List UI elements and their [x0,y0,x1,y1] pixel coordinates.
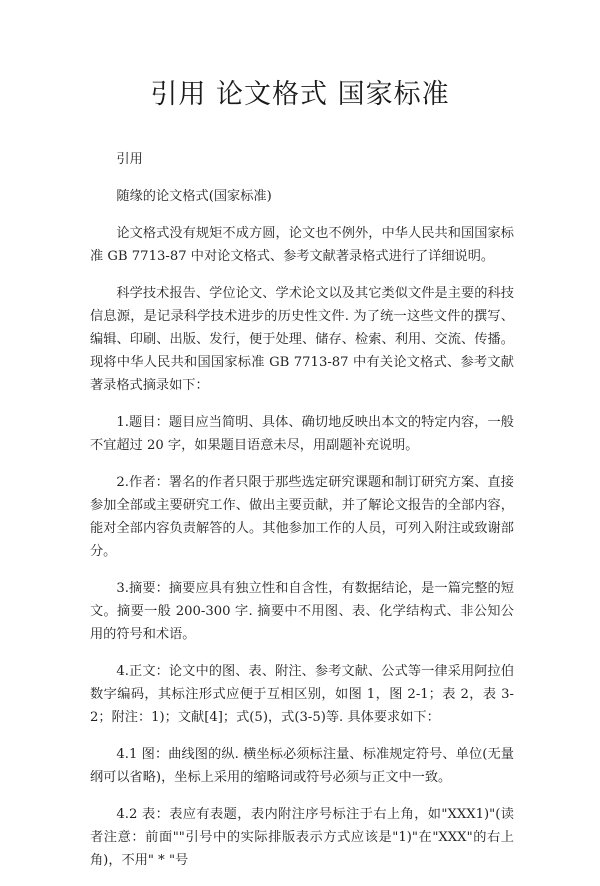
paragraph-title-rule: 1.题目：题目应当简明、具体、确切地反映出本文的特定内容，一般不宜超过 20 字，如果题目语意未尽，用副题补充说明。 [90,415,514,453]
document-title: 引用 论文格式 国家标准 [150,79,450,110]
paragraph-figure-rule: 4.1 图：曲线图的纵. 横坐标必须标注量、标准规定符号、单位(无量纲可以省略)，坐标上采用的缩略词或符号必须与正文中一致。 [90,747,514,785]
paragraph-citation-label: 引用 [116,152,143,167]
paragraph-background: 科学技术报告、学位论文、学术论文以及其它类似文件是主要的科技信息源，是记录科学技术进步的历史性文件. 为了统一这些文件的撰写、编辑、印刷、出版、发行，便于处理、储存、检索、利用、交流、传播。现将中华人民共和国国家标准 GB 7713-87 中有关论文格式、参考文献著录格式摘录如下： [90,286,514,393]
document-body [90,148,514,886]
paragraph-intro: 论文格式没有规矩不成方圆，论文也不例外，中华人民共和国国家标准 GB 7713-87 中对论文格式、参考文献著录格式进行了详细说明。 [90,226,514,264]
paragraph-subtitle: 随缘的论文格式(国家标准) [116,189,272,204]
paragraph-body-rule: 4.正文：论文中的图、表、附注、参考文献、公式等一律采用阿拉伯数字编码，其标注形式应便于互相区别，如图 1，图 2-1；表 2，表 3-2；附注：1)；文献[4]；式(5)，式(3-5)等. 具体要求如下： [90,664,514,725]
paragraph-author-rule: 2.作者：署名的作者只限于那些选定研究课题和制订研究方案、直接参加全部或主要研究工作、做出主要贡献，并了解论文报告的全部内容，能对全部内容负责解答的人。其他参加工作的人员，可列入附注或致谢部分。 [90,475,514,559]
paragraph-table-rule: 4.2 表：表应有表题，表内附注序号标注于右上角，如"XXX1)"(读者注意：前面""引号中的实际排版表示方式应该是"1)"在"XXX"的右上角)，不用" * "号 [90,807,514,868]
paragraph-abstract-rule: 3.摘要：摘要应具有独立性和自含性，有数据结论，是一篇完整的短文。摘要一般 200-300 字. 摘要中不用图、表、化学结构式、非公知公用的符号和术语。 [90,581,514,642]
